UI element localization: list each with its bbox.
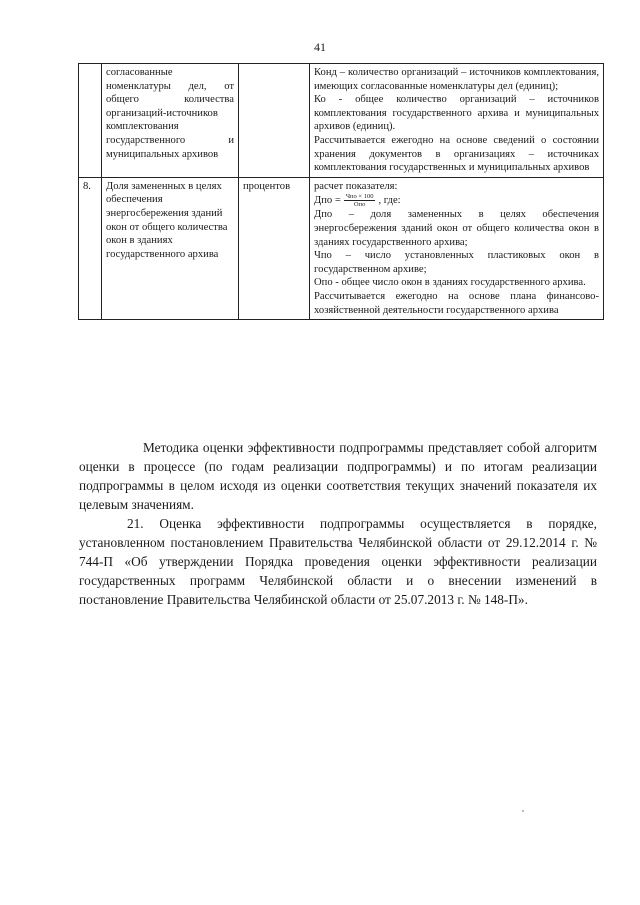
page-number: 41 — [314, 40, 326, 54]
indicator-name-cell: Доля замененных в целях обеспечения энергосбережения зданий окон от общего количества окон в зданиях государственного архива — [102, 177, 239, 319]
methodology-text — [79, 438, 597, 609]
method-line: Ко - общее количество организаций – источников комплектования государственного архива и муниципальных архивов (единиц). — [314, 94, 599, 133]
table-row — [79, 64, 604, 178]
method-cell — [310, 64, 604, 178]
method-line: Рассчитывается ежегодно на основе плана финансово-хозяйственной деятельности государственного архива — [314, 290, 599, 316]
method-line: Чпо – число установленных пластиковых окон в государственном архиве; — [314, 250, 599, 275]
formula-intro: расчет показателя: — [314, 180, 398, 192]
unit-cell: процентов — [239, 177, 310, 319]
formula-tail: , где: — [378, 195, 401, 207]
row-number-cell: 8. — [79, 177, 102, 319]
paragraph: Методика оценки эффективности подпрограммы представляет собой алгоритм оценки в процессе (по годам реализации подпрограммы) и по итогам реализации подпрограммы в целом исходя из оценки соответствия текущих значений показателя их целевым значениям. — [79, 440, 597, 512]
method-line: Конд – количество организаций – источников комплектования, имеющих согласованные номенклатуры дел (единиц); — [314, 67, 599, 92]
paragraph: 21. Оценка эффективности подпрограммы осуществляется в порядке, установленном постановлением Правительства Челябинской области от 29.12.2014 г. № 744-П «Об утверждении Порядка проведения оценки эффективности реализации государственных программ Челябинской области и о внесении изменений в постановление Правительства Челябинской области от 25.07.2013 г. № 148-П». — [79, 516, 597, 607]
formula-lhs: Дпо = — [314, 195, 341, 207]
indicator-table — [78, 63, 604, 320]
method-line: Дпо – доля замененных в целях обеспечения энергосбережения зданий окон от общего количества окон в зданиях государственного архива; — [314, 209, 599, 248]
formula — [314, 193, 401, 208]
formula-fraction — [344, 193, 376, 208]
unit-cell — [239, 64, 310, 178]
method-cell — [310, 177, 604, 319]
row-number-cell — [79, 64, 102, 178]
method-line: Рассчитывается ежегодно на основе сведений о состоянии хранения документов в организациях – источниках комплектования государственных и муниципальных архивов — [314, 134, 599, 174]
formula-denominator: Опо — [353, 201, 366, 209]
indicator-name-cell: согласованные номенклатуры дел, от общего количества организаций-источников комплектования государственного и муниципальных архивов — [102, 64, 239, 178]
table-row — [79, 177, 604, 319]
scan-speck — [522, 810, 524, 812]
formula-numerator: Чпо × 100 — [345, 193, 374, 201]
method-line: Опо - общее число окон в зданиях государственного архива. — [314, 277, 586, 289]
